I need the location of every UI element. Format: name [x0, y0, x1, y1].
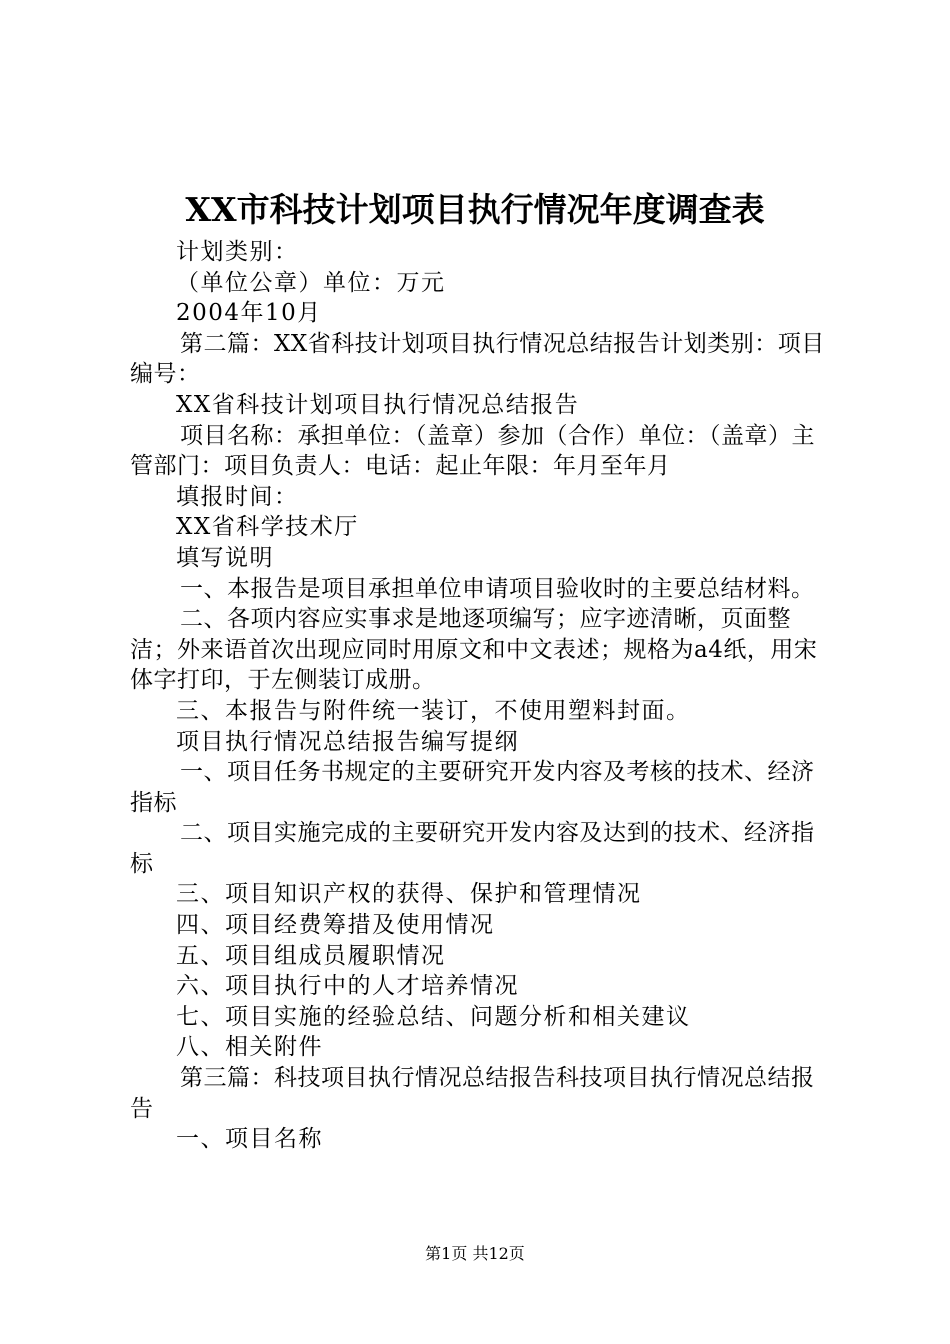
paragraph: 项目名称：承担单位：（盖章）参加（合作）单位：（盖章）主管部门：项目负责人：电话：起止年限：年月至年月 [130, 422, 815, 480]
list-item: 四、项目经费筹措及使用情况 [176, 912, 495, 939]
paragraph: 填报时间： [176, 483, 299, 510]
paragraph: XX省科学技术厅 [176, 514, 359, 541]
list-item: 七、项目实施的经验总结、问题分析和相关建议 [176, 1003, 691, 1030]
list-item: 一、项目名称 [176, 1126, 323, 1153]
paragraph: 三、本报告与附件统一装订，不使用塑料封面。 [176, 697, 691, 724]
paragraph: 2004年10月 [176, 300, 322, 327]
section-heading: 第三篇：科技项目执行情况总结报告科技项目执行情况总结报告 [130, 1065, 815, 1122]
document-body [130, 237, 830, 1155]
list-item: 六、项目执行中的人才培养情况 [176, 973, 519, 1000]
list-item: 三、项目知识产权的获得、保护和管理情况 [176, 881, 642, 908]
list-item: 八、相关附件 [176, 1034, 323, 1061]
list-item: 二、项目实施完成的主要研究开发内容及达到的技术、经济指标 [130, 820, 815, 877]
list-item: 一、项目任务书规定的主要研究开发内容及考核的技术、经济指标 [130, 759, 815, 816]
paragraph: 项目执行情况总结报告编写提纲 [176, 728, 519, 755]
page-number-footer: 第1页 共12页 [425, 1244, 525, 1263]
paragraph: 一、本报告是项目承担单位申请项目验收时的主要总结材料。 [180, 575, 815, 602]
paragraph: 二、各项内容应实事求是地逐项编写；应字迹清晰，页面整洁；外来语首次出现应同时用原文和中文表述；规格为a4纸，用宋体字打印，于左侧装订成册。 [130, 606, 818, 694]
paragraph: 填写说明 [176, 544, 274, 571]
document-title: XX市科技计划项目执行情况年度调查表 [185, 190, 765, 229]
paragraph: 计划类别： [176, 239, 299, 265]
paragraph: XX省科技计划项目执行情况总结报告 [176, 391, 580, 418]
paragraph: （单位公章）单位：万元 [176, 269, 446, 296]
list-item: 五、项目组成员履职情况 [176, 942, 446, 969]
section-heading: 第二篇：XX省科技计划项目执行情况总结报告计划类别：项目编号： [130, 330, 825, 388]
